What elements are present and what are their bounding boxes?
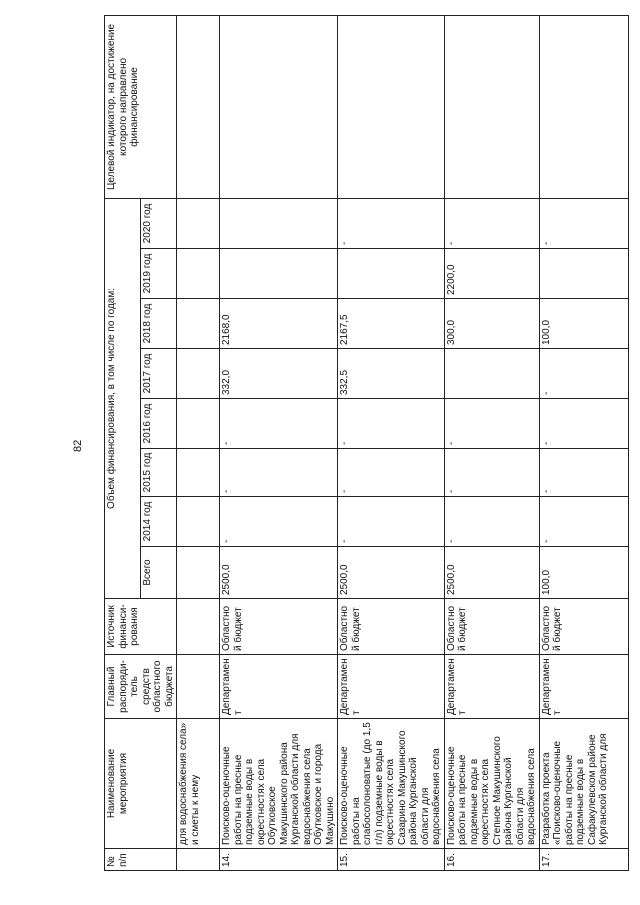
cell-num xyxy=(177,849,220,871)
cell-admin: Департамент xyxy=(444,655,539,719)
cell-year: - xyxy=(444,399,539,449)
cell-name: Поисково-оценочные работы на слабосолоноватые (до 1,5 г/л) подземные воды в окрестностях села Сазарино Макушинского района Курганской области для водоснабжения села xyxy=(338,719,445,849)
header-year: 2016 год xyxy=(141,399,177,449)
page-number: 82 xyxy=(72,439,84,452)
header-year: 2015 год xyxy=(141,449,177,497)
cell-year xyxy=(444,349,539,399)
cell-name: для водоснабжения села» и сметы к нему xyxy=(177,719,220,849)
cell-year xyxy=(177,198,220,248)
header-year: 2019 год xyxy=(141,249,177,299)
cell-admin xyxy=(177,655,220,719)
cell-year xyxy=(220,198,338,248)
header-total: Всего xyxy=(141,547,177,599)
cell-name: Поисково-оценочные работы на пресные подземные воды в окрестностях села Степное Макушинского района Курганской области для водоснабжения села xyxy=(444,719,539,849)
cell-indicator xyxy=(177,15,220,198)
header-funding: Объем финансирования, в том числе по годам: xyxy=(105,198,141,598)
cell-num: 14. xyxy=(220,849,338,871)
table-row xyxy=(539,15,628,870)
table-row xyxy=(444,15,539,870)
cell-year: - xyxy=(338,449,445,497)
cell-year xyxy=(177,299,220,349)
table-row xyxy=(220,15,338,870)
cell-total: 100,0 xyxy=(539,547,628,599)
cell-year: - xyxy=(539,399,628,449)
header-name: Наименование мероприятия xyxy=(105,719,177,849)
rotated-table-container xyxy=(104,23,626,871)
header-year: 2018 год xyxy=(141,299,177,349)
cell-source: Областной бюджет xyxy=(220,599,338,655)
cell-admin: Департамент xyxy=(220,655,338,719)
header-row-1 xyxy=(105,15,141,870)
header-indicator: Целевой индикатор, на достижение которого направлено финансирование xyxy=(105,15,177,198)
cell-year: - xyxy=(539,449,628,497)
cell-year: - xyxy=(220,449,338,497)
cell-source: Областной бюджет xyxy=(444,599,539,655)
cell-year: - xyxy=(539,198,628,248)
funding-table xyxy=(104,15,629,871)
cell-year: 332,0 xyxy=(220,349,338,399)
cell-num: 15. xyxy=(338,849,445,871)
cell-source: Областной бюджет xyxy=(539,599,628,655)
cell-year: 2200,0 xyxy=(444,249,539,299)
cell-admin: Департамент xyxy=(338,655,445,719)
cell-year xyxy=(539,249,628,299)
cell-year xyxy=(177,249,220,299)
cell-num: 16. xyxy=(444,849,539,871)
cell-year xyxy=(177,449,220,497)
cell-year xyxy=(177,497,220,547)
cell-year xyxy=(220,249,338,299)
cell-total: 2500,0 xyxy=(338,547,445,599)
cell-year: - xyxy=(220,399,338,449)
cell-year: - xyxy=(444,198,539,248)
header-year: 2020 год xyxy=(141,198,177,248)
cell-indicator xyxy=(220,15,338,198)
cell-name: Разработка проекта «Поисково-оценочные работы на пресные подземные воды в Сафакулевском районе Курганской области для xyxy=(539,719,628,849)
cell-indicator xyxy=(539,15,628,198)
header-year: 2017 год xyxy=(141,349,177,399)
cell-year: 2167,5 xyxy=(338,299,445,349)
cell-year: 332,5 xyxy=(338,349,445,399)
cell-admin: Департамент xyxy=(539,655,628,719)
cell-year: - xyxy=(338,198,445,248)
table-row xyxy=(177,15,220,870)
cell-year xyxy=(338,249,445,299)
cell-total: 2500,0 xyxy=(444,547,539,599)
header-source: Источник финанси-рования xyxy=(105,599,177,655)
cell-year: 300,0 xyxy=(444,299,539,349)
cell-year: - xyxy=(444,449,539,497)
cell-year xyxy=(177,349,220,399)
cell-year: - xyxy=(539,497,628,547)
cell-year: - xyxy=(539,349,628,399)
cell-total xyxy=(177,547,220,599)
cell-year: - xyxy=(338,497,445,547)
cell-year: - xyxy=(338,399,445,449)
cell-total: 2500,0 xyxy=(220,547,338,599)
header-admin: Главный распоряди-тель средств областного бюджета xyxy=(105,655,177,719)
cell-source xyxy=(177,599,220,655)
cell-num: 17. xyxy=(539,849,628,871)
header-num: № п/п xyxy=(105,849,177,871)
cell-source: Областной бюджет xyxy=(338,599,445,655)
table-row xyxy=(338,15,445,870)
cell-year: - xyxy=(220,497,338,547)
cell-year xyxy=(177,399,220,449)
cell-indicator xyxy=(338,15,445,198)
cell-year: 2168,0 xyxy=(220,299,338,349)
cell-indicator xyxy=(444,15,539,198)
cell-year: 100,0 xyxy=(539,299,628,349)
header-year: 2014 год xyxy=(141,497,177,547)
cell-year: - xyxy=(444,497,539,547)
cell-name: Поисково-оценочные работы на пресные подземные воды в окрестностях села Обутковское Макушинского района Курганской области для водоснабжения села Обутковское и города Макушино xyxy=(220,719,338,849)
